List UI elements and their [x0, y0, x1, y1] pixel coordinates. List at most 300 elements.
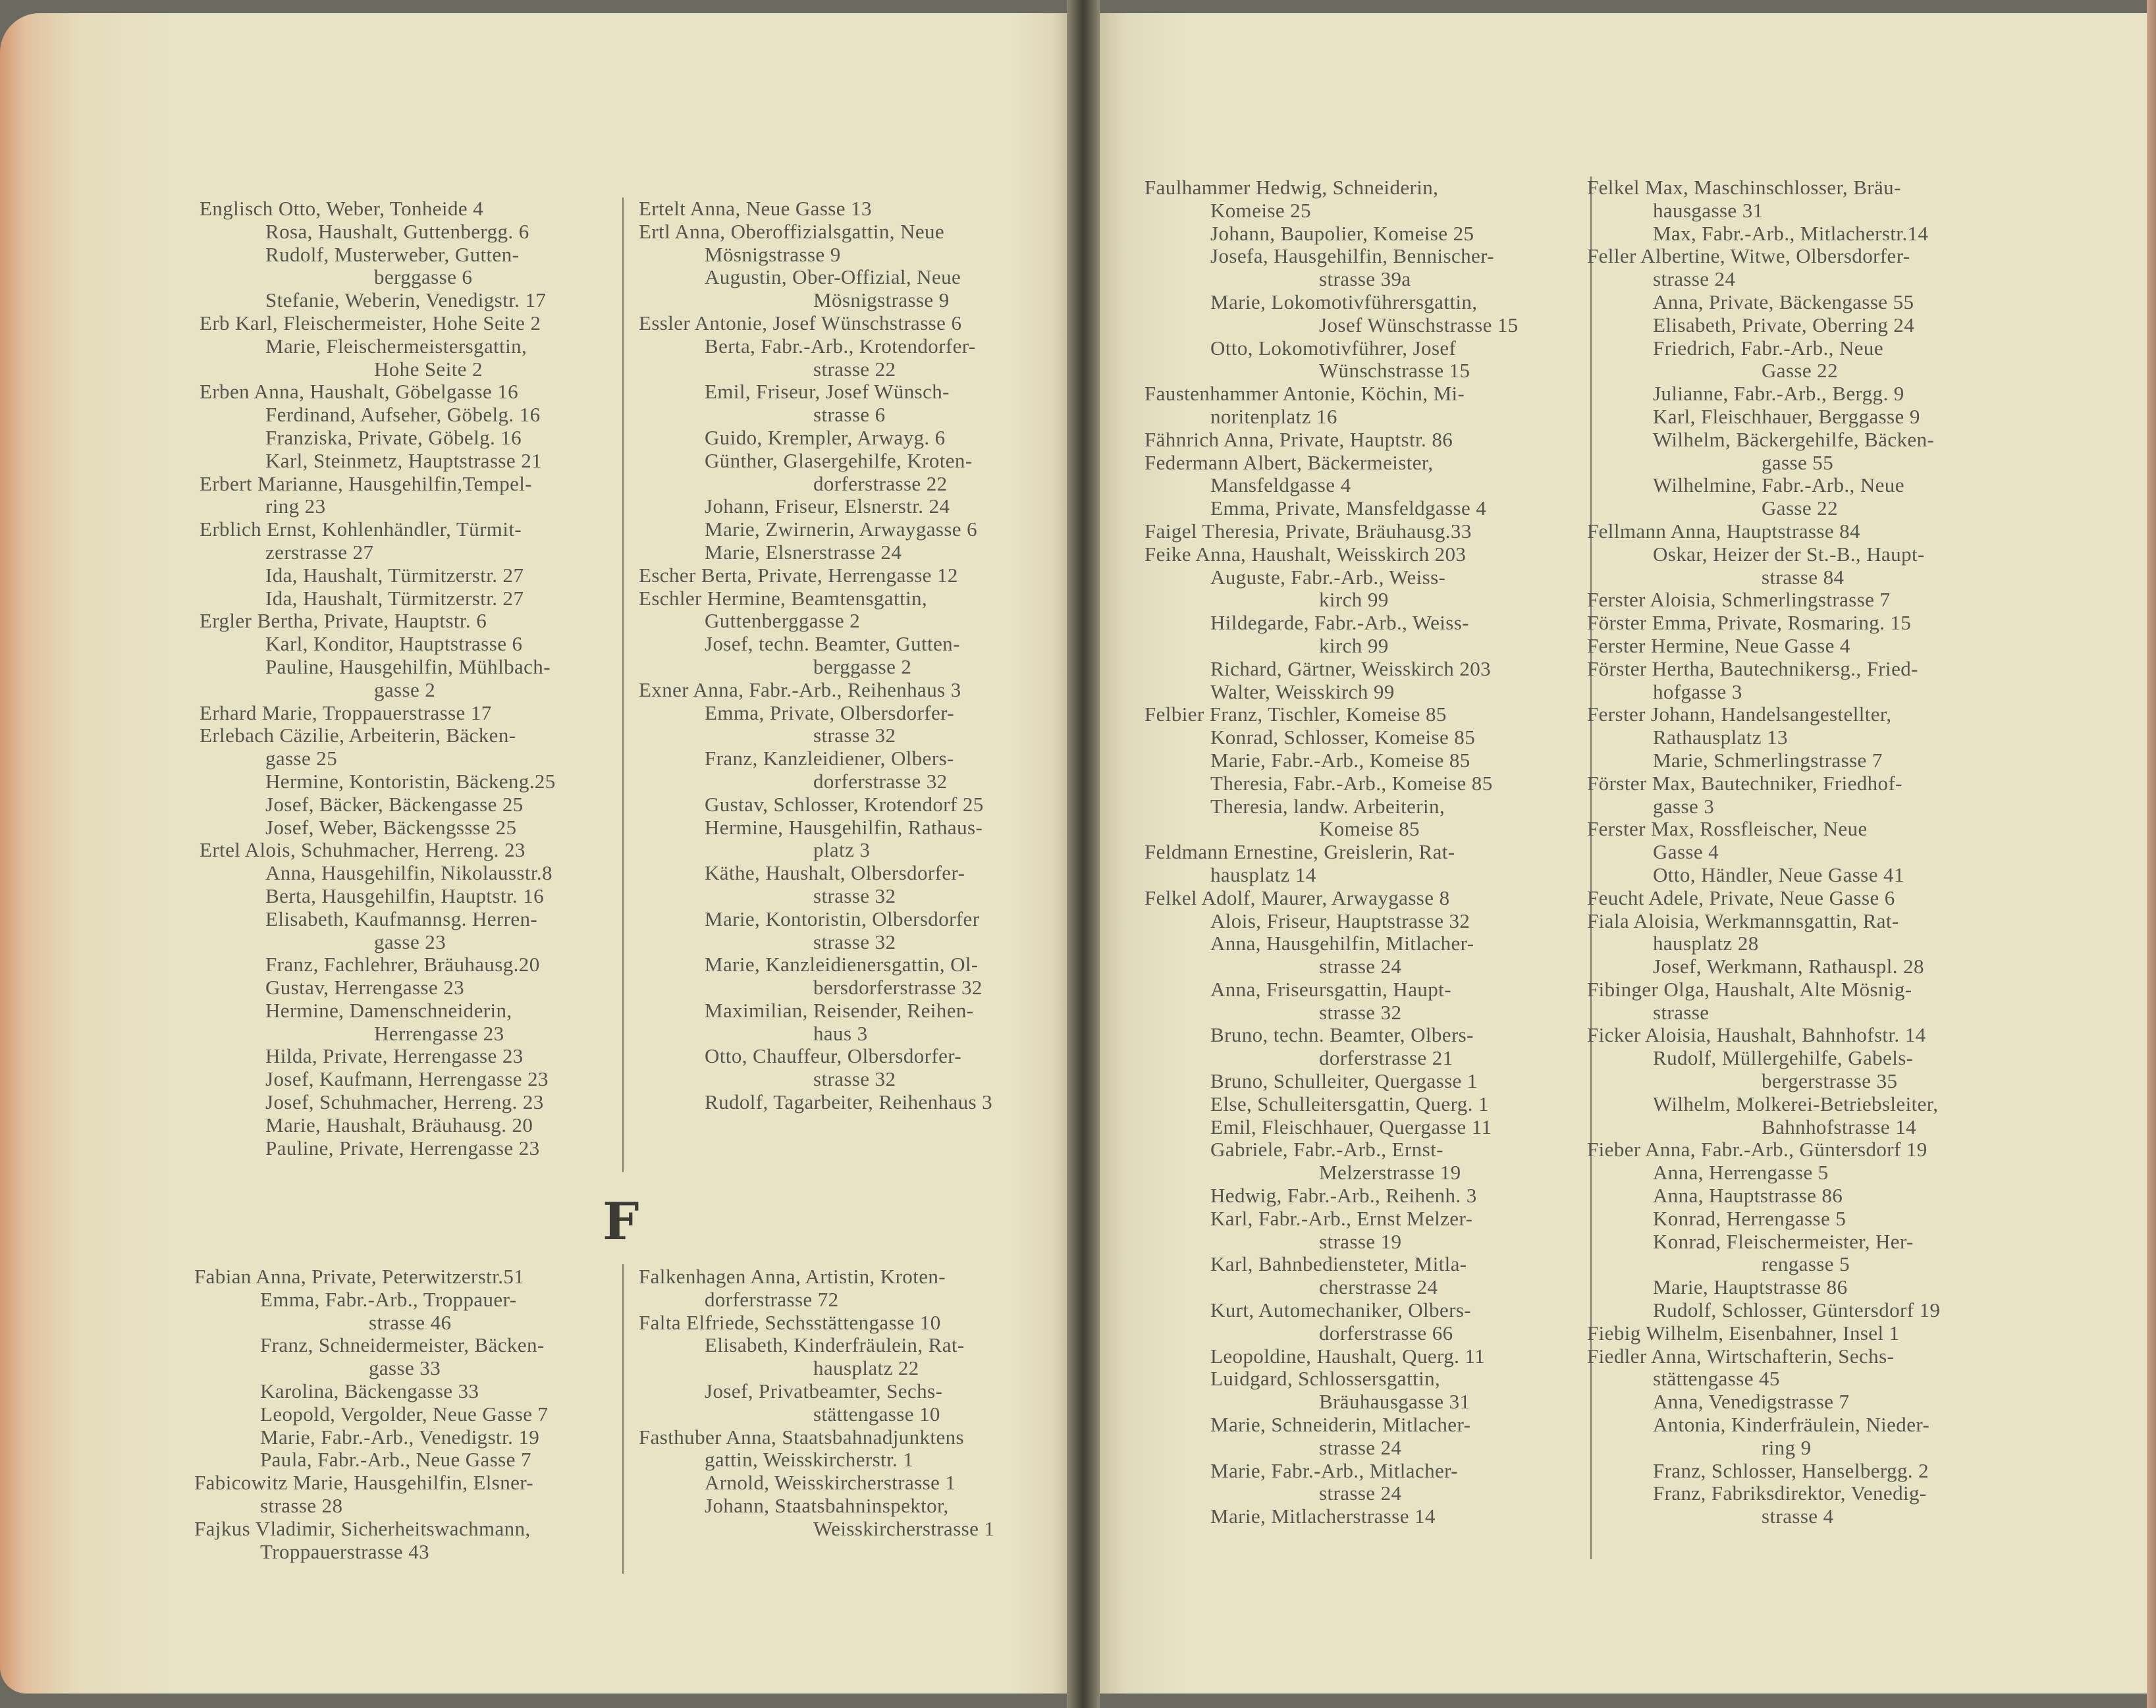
- entry-line: Fähnrich Anna, Private, Hauptstr. 86: [1145, 427, 1453, 451]
- entry-continuation: strasse 28: [260, 1493, 343, 1517]
- column-1: [200, 198, 614, 1160]
- entry-line: Oskar, Heizer der St.-B., Haupt-: [1653, 542, 1925, 566]
- entry-continuation: Mösnigstrasse 9: [813, 288, 950, 312]
- entry-line: Else, Schulleitersgattin, Querg. 1: [1210, 1092, 1489, 1115]
- directory-entry: [1587, 612, 2015, 635]
- entry-continuation: strasse 6: [813, 403, 886, 427]
- directory-sub-entry: [1145, 1093, 1579, 1116]
- directory-entry: [1587, 176, 2015, 223]
- entry-line: Josef, Werkmann, Rathauspl. 28: [1653, 955, 1924, 978]
- entry-continuation: haus 3: [813, 1021, 868, 1045]
- entry-continuation: Troppauerstrasse 43: [260, 1539, 430, 1563]
- entry-line: Ergler Bertha, Private, Hauptstr. 6: [200, 609, 487, 633]
- directory-sub-entry: [200, 221, 614, 244]
- directory-sub-entry: [1145, 291, 1579, 337]
- entry-line: Marie, Fabr.-Arb., Komeise 85: [1210, 748, 1470, 772]
- entry-line: Emma, Private, Mansfeldgasse 4: [1210, 496, 1487, 520]
- entry-line: Bruno, Schulleiter, Quergasse 1: [1210, 1069, 1478, 1093]
- entry-continuation: gasse 33: [369, 1356, 441, 1380]
- entry-line: Hildegarde, Fabr.-Arb., Weiss-: [1210, 611, 1469, 635]
- entry-continuation: strasse 4: [1762, 1505, 1834, 1528]
- directory-sub-entry: [639, 747, 1060, 793]
- entry-line: Eschler Hermine, Beamtensgattin,: [639, 586, 928, 610]
- entry-continuation: dorferstrasse 21: [1319, 1046, 1453, 1070]
- entry-continuation: strasse 22: [813, 357, 896, 381]
- entry-line: Exner Anna, Fabr.-Arb., Reihenhaus 3: [639, 678, 961, 701]
- entry-line: Fasthuber Anna, Staatsbahnadjunktens: [639, 1425, 964, 1449]
- directory-sub-entry: [639, 908, 1060, 954]
- directory-sub-entry: [1587, 314, 2015, 337]
- entry-continuation: strasse: [1653, 1000, 1710, 1024]
- directory-sub-entry: [1145, 1299, 1579, 1345]
- directory-sub-entry: [200, 908, 614, 954]
- directory-sub-entry: [1145, 772, 1579, 795]
- section-letter: F: [603, 1192, 639, 1252]
- entry-line: Marie, Fleischermeistersgattin,: [265, 334, 527, 358]
- directory-sub-entry: [639, 862, 1060, 908]
- directory-sub-entry: [1145, 566, 1579, 612]
- entry-line: Bruno, techn. Beamter, Olbers-: [1210, 1023, 1474, 1047]
- entry-line: Fiala Aloisia, Werkmannsgattin, Rat-: [1587, 909, 1899, 932]
- entry-continuation: Herrengasse 23: [374, 1021, 504, 1045]
- entry-line: Emil, Friseur, Josef Wünsch-: [705, 380, 950, 404]
- directory-sub-entry: [200, 1000, 614, 1046]
- entry-line: Erben Anna, Haushalt, Göbelgasse 16: [200, 380, 519, 404]
- directory-entry: [1145, 176, 1579, 223]
- entry-continuation: strasse 32: [813, 1067, 896, 1091]
- entry-line: Gustav, Schlosser, Krotendorf 25: [705, 792, 984, 816]
- entry-continuation: strasse 39a: [1319, 267, 1411, 291]
- entry-line: Stefanie, Weberin, Venedigstr. 17: [265, 288, 547, 312]
- entry-continuation: Gasse 22: [1762, 496, 1838, 520]
- directory-sub-entry: [1587, 223, 2015, 246]
- entry-line: Auguste, Fabr.-Arb., Weiss-: [1210, 565, 1446, 589]
- entry-line: Fabian Anna, Private, Peterwitzerstr.51: [194, 1265, 525, 1288]
- entry-continuation: Melzerstrasse 19: [1319, 1161, 1461, 1185]
- entry-line: Felbier Franz, Tischler, Komeise 85: [1145, 703, 1447, 726]
- entry-line: Anna, Hauptstrasse 86: [1653, 1184, 1843, 1208]
- entry-continuation: gasse 25: [265, 747, 338, 770]
- directory-entry: [1587, 1024, 2015, 1047]
- entry-line: Konrad, Fleischermeister, Her-: [1653, 1229, 1914, 1253]
- entry-continuation: kirch 99: [1319, 633, 1389, 657]
- entry-line: Ida, Haushalt, Türmitzerstr. 27: [265, 586, 524, 610]
- directory-sub-entry: [639, 381, 1060, 427]
- directory-sub-entry: [639, 495, 1060, 518]
- directory-entry: [200, 610, 614, 633]
- entry-continuation: berggasse 6: [374, 265, 473, 289]
- entry-line: Anna, Hausgehilfin, Mitlacher-: [1210, 932, 1474, 955]
- directory-entry: [1145, 543, 1579, 566]
- directory-sub-entry: [200, 976, 614, 1000]
- entry-line: Federmann Albert, Bäckermeister,: [1145, 450, 1434, 474]
- directory-entry: [200, 702, 614, 725]
- entry-line: Ertl Anna, Oberoffizialsgattin, Neue: [639, 219, 945, 243]
- directory-sub-entry: [639, 518, 1060, 541]
- entry-line: Josef, Privatbeamter, Sechs-: [705, 1379, 943, 1402]
- directory-sub-entry: [639, 266, 1060, 312]
- entry-line: Wilhelm, Molkerei-Betriebsleiter,: [1653, 1092, 1939, 1115]
- entry-line: Josef, techn. Beamter, Gutten-: [705, 632, 960, 656]
- entry-line: Josef, Bäcker, Bäckengasse 25: [265, 792, 524, 816]
- entry-continuation: strasse 32: [813, 930, 896, 953]
- entry-line: Emma, Private, Olbersdorfer-: [705, 701, 955, 724]
- directory-entry: [194, 1518, 616, 1564]
- directory-sub-entry: [200, 289, 614, 312]
- entry-continuation: kirch 99: [1319, 588, 1389, 612]
- entry-line: Ferster Johann, Handelsangestellter,: [1587, 703, 1892, 726]
- directory-sub-entry: [639, 633, 1060, 679]
- entry-line: Rudolf, Schlosser, Güntersdorf 19: [1653, 1298, 1941, 1322]
- entry-line: Fabicowitz Marie, Hausgehilfin, Elsner-: [194, 1471, 534, 1495]
- entry-continuation: berggasse 2: [813, 654, 912, 678]
- entry-line: Ertelt Anna, Neue Gasse 13: [639, 197, 872, 220]
- entry-continuation: strasse 24: [1319, 955, 1402, 978]
- entry-continuation: Hohe Seite 2: [374, 357, 483, 381]
- entry-line: Johann, Baupolier, Komeise 25: [1210, 221, 1474, 245]
- directory-sub-entry: [1145, 1460, 1579, 1506]
- entry-line: Karl, Konditor, Hauptstrasse 6: [265, 632, 523, 656]
- entry-continuation: bersdorferstrasse 32: [813, 976, 983, 1000]
- directory-sub-entry: [639, 702, 1060, 748]
- entry-line: Josef, Weber, Bäckengssse 25: [265, 815, 517, 839]
- entry-line: Ida, Haushalt, Türmitzerstr. 27: [265, 563, 524, 587]
- directory-sub-entry: [200, 885, 614, 908]
- directory-sub-entry: [1587, 291, 2015, 314]
- directory-sub-entry: [639, 1472, 1060, 1495]
- column-3: [1145, 176, 1579, 1528]
- entry-line: Feller Albertine, Witwe, Olbersdorfer-: [1587, 244, 1910, 268]
- directory-sub-entry: [200, 335, 614, 381]
- entry-line: Marie, Fabr.-Arb., Mitlacher-: [1210, 1458, 1458, 1482]
- entry-continuation: gattin, Weisskircherstr. 1: [705, 1448, 914, 1472]
- directory-sub-entry: [1145, 978, 1579, 1025]
- column-4: [1587, 176, 2015, 1528]
- directory-entry: [1145, 887, 1579, 910]
- directory-entry: [200, 518, 614, 564]
- entry-line: Hilda, Private, Herrengasse 23: [265, 1044, 524, 1068]
- directory-sub-entry: [200, 1045, 614, 1068]
- entry-line: Marie, Mitlacherstrasse 14: [1210, 1505, 1436, 1528]
- entry-line: Ferster Hermine, Neue Gasse 4: [1587, 633, 1850, 657]
- entry-line: Anna, Private, Bäckengasse 55: [1653, 290, 1914, 313]
- directory-sub-entry: [200, 816, 614, 840]
- entry-line: Hermine, Kontoristin, Bäckeng.25: [265, 769, 556, 793]
- entry-continuation: Bahnhofstrasse 14: [1762, 1115, 1916, 1138]
- entry-line: Anna, Friseursgattin, Haupt-: [1210, 977, 1451, 1001]
- directory-entry: [1587, 978, 2015, 1025]
- entry-line: Berta, Hausgehilfin, Hauptstr. 16: [265, 884, 545, 907]
- entry-line: Konrad, Schlosser, Komeise 85: [1210, 726, 1476, 749]
- entry-continuation: Weisskircherstrasse 1: [813, 1516, 995, 1540]
- directory-sub-entry: [1587, 1161, 2015, 1185]
- directory-sub-entry: [1587, 543, 2015, 589]
- directory-sub-entry: [639, 1000, 1060, 1046]
- directory-sub-entry: [200, 953, 614, 976]
- entry-line: Josefa, Hausgehilfin, Bennischer-: [1210, 244, 1494, 268]
- entry-line: Theresia, Fabr.-Arb., Komeise 85: [1210, 771, 1493, 795]
- entry-line: Elisabeth, Private, Oberring 24: [1653, 313, 1915, 336]
- directory-sub-entry: [639, 1495, 1060, 1541]
- directory-sub-entry: [639, 1334, 1060, 1380]
- entry-line: Paula, Fabr.-Arb., Neue Gasse 7: [260, 1448, 531, 1472]
- entry-line: Anna, Venedigstrasse 7: [1653, 1390, 1850, 1414]
- entry-continuation: strasse 24: [1653, 267, 1736, 291]
- entry-line: Emma, Fabr.-Arb., Troppauer-: [260, 1287, 517, 1311]
- entry-line: Wilhelm, Bäckergehilfe, Bäcken-: [1653, 427, 1935, 451]
- directory-sub-entry: [1145, 337, 1579, 383]
- entry-line: Maximilian, Reisender, Reihen-: [705, 998, 974, 1022]
- directory-entry: [200, 724, 614, 770]
- entry-line: Ficker Aloisia, Haushalt, Bahnhofstr. 14: [1587, 1023, 1926, 1047]
- entry-line: Erbert Marianne, Hausgehilfin,Tempel-: [200, 471, 533, 495]
- entry-continuation: Gasse 22: [1762, 359, 1838, 383]
- entry-line: Elisabeth, Kaufmannsg. Herren-: [265, 907, 538, 930]
- directory-sub-entry: [639, 816, 1060, 863]
- entry-line: Marie, Kontoristin, Olbersdorfer: [705, 907, 980, 930]
- directory-sub-entry: [1587, 474, 2015, 520]
- directory-entry: [639, 1312, 1060, 1335]
- directory-sub-entry: [1145, 910, 1579, 933]
- directory-entry: [1145, 429, 1579, 452]
- directory-entry: [1145, 520, 1579, 543]
- entry-line: Ferster Aloisia, Schmerlingstrasse 7: [1587, 588, 1891, 612]
- directory-sub-entry: [200, 1091, 614, 1114]
- entry-continuation: Guttenberggasse 2: [705, 609, 861, 633]
- directory-sub-entry: [1145, 1414, 1579, 1460]
- column-1-f: [194, 1266, 616, 1563]
- entry-continuation: stättengasse 45: [1653, 1367, 1780, 1391]
- entry-line: Fajkus Vladimir, Sicherheitswachmann,: [194, 1516, 531, 1540]
- entry-continuation: hausplatz 22: [813, 1356, 919, 1380]
- directory-entry: [1587, 520, 2015, 543]
- entry-line: Marie, Schneiderin, Mitlacher-: [1210, 1413, 1471, 1437]
- directory-entry: [639, 679, 1060, 702]
- entry-line: Hedwig, Fabr.-Arb., Reihenh. 3: [1210, 1184, 1477, 1208]
- entry-continuation: gasse 23: [374, 930, 446, 953]
- entry-continuation: bergerstrasse 35: [1762, 1069, 1898, 1093]
- entry-line: Günther, Glasergehilfe, Kroten-: [705, 448, 973, 472]
- directory-sub-entry: [1145, 497, 1579, 520]
- entry-line: Franziska, Private, Göbelg. 16: [265, 425, 522, 449]
- column-rule: [622, 1264, 624, 1574]
- entry-line: Anna, Hausgehilfin, Nikolausstr.8: [265, 861, 552, 885]
- column-rule: [622, 198, 624, 1172]
- entry-continuation: Komeise 85: [1319, 817, 1420, 841]
- entry-line: Marie, Zwirnerin, Arwaygasse 6: [705, 518, 978, 541]
- entry-line: Walter, Weisskirch 99: [1210, 680, 1395, 703]
- directory-entry: [200, 473, 614, 519]
- entry-line: Karolina, Bäckengasse 33: [260, 1379, 479, 1402]
- entry-continuation: hausplatz 14: [1210, 863, 1316, 886]
- entry-continuation: Mansfeldgasse 4: [1210, 473, 1351, 497]
- directory-sub-entry: [1145, 726, 1579, 749]
- directory-sub-entry: [1587, 1299, 2015, 1322]
- entry-line: Antonia, Kinderfräulein, Nieder-: [1653, 1413, 1930, 1437]
- directory-entry: [1587, 887, 2015, 910]
- directory-sub-entry: [1145, 1208, 1579, 1254]
- entry-line: Arnold, Weisskircherstrasse 1: [705, 1471, 956, 1495]
- directory-sub-entry: [1587, 1093, 2015, 1139]
- entry-continuation: dorferstrasse 32: [813, 769, 948, 793]
- entry-line: Johann, Friseur, Elsnerstr. 24: [705, 494, 950, 518]
- directory-sub-entry: [1587, 1185, 2015, 1208]
- entry-line: Augustin, Ober-Offizial, Neue: [705, 265, 961, 289]
- entry-line: Konrad, Herrengasse 5: [1653, 1206, 1846, 1230]
- entry-continuation: Wünschstrasse 15: [1319, 359, 1470, 383]
- directory-entry: [1145, 383, 1579, 429]
- entry-line: Theresia, landw. Arbeiterin,: [1210, 794, 1445, 818]
- entry-line: Marie, Lokomotivführersgattin,: [1210, 290, 1478, 313]
- entry-line: Förster Hertha, Bautechnikersg., Fried-: [1587, 656, 1918, 680]
- entry-line: Rudolf, Müllergehilfe, Gabels-: [1653, 1046, 1914, 1070]
- entry-line: Franz, Schneidermeister, Bäcken-: [260, 1333, 545, 1357]
- entry-line: Marie, Kanzleidienersgattin, Ol-: [705, 953, 979, 976]
- directory-sub-entry: [1145, 932, 1579, 978]
- entry-continuation: dorferstrasse 66: [1319, 1321, 1453, 1345]
- directory-sub-entry: [194, 1380, 616, 1403]
- entry-continuation: Josef Wünschstrasse 15: [1319, 313, 1519, 336]
- directory-entry: [639, 1266, 1060, 1312]
- entry-line: Karl, Fleischhauer, Berggasse 9: [1653, 404, 1920, 428]
- entry-line: Erhard Marie, Troppauerstrasse 17: [200, 701, 492, 724]
- entry-line: Luidgard, Schlossersgattin,: [1210, 1367, 1441, 1391]
- directory-sub-entry: [1145, 658, 1579, 681]
- directory-entry: [639, 587, 1060, 633]
- directory-entry: [1587, 703, 2015, 749]
- entry-line: Otto, Chauffeur, Olbersdorfer-: [705, 1044, 962, 1068]
- entry-line: Essler Antonie, Josef Wünschstrasse 6: [639, 311, 962, 334]
- directory-sub-entry: [1587, 1482, 2015, 1528]
- entry-line: Falta Elfriede, Sechsstättengasse 10: [639, 1310, 941, 1334]
- directory-entry: [1587, 589, 2015, 612]
- directory-entry: [1145, 703, 1579, 726]
- entry-continuation: strasse 24: [1319, 1435, 1402, 1459]
- entry-continuation: strasse 24: [1319, 1481, 1402, 1505]
- entry-continuation: stättengasse 10: [813, 1402, 940, 1426]
- directory-entry: [200, 381, 614, 404]
- directory-sub-entry: [1145, 681, 1579, 704]
- entry-line: Falkenhagen Anna, Artistin, Kroten-: [639, 1265, 946, 1288]
- directory-sub-entry: [639, 541, 1060, 564]
- directory-sub-entry: [1587, 864, 2015, 887]
- entry-line: Elisabeth, Kinderfräulein, Rat-: [705, 1333, 965, 1357]
- directory-entry: [1587, 818, 2015, 864]
- entry-line: Förster Max, Bautechniker, Friedhof-: [1587, 771, 1902, 795]
- book-right-edge: [2147, 0, 2156, 1708]
- entry-line: Fieber Anna, Fabr.-Arb., Güntersdorf 19: [1587, 1138, 1927, 1161]
- entry-line: Franz, Schlosser, Hanselbergg. 2: [1653, 1458, 1929, 1482]
- directory-sub-entry: [1145, 1116, 1579, 1139]
- directory-sub-entry: [639, 793, 1060, 816]
- entry-line: Anna, Herrengasse 5: [1653, 1161, 1829, 1185]
- directory-sub-entry: [200, 244, 614, 290]
- entry-line: Franz, Fachlehrer, Bräuhausg.20: [265, 953, 540, 976]
- entry-line: Karl, Bahnbediensteter, Mitla-: [1210, 1252, 1467, 1276]
- entry-line: Pauline, Hausgehilfin, Mühlbach-: [265, 654, 551, 678]
- directory-sub-entry: [194, 1334, 616, 1380]
- directory-sub-entry: [639, 1380, 1060, 1426]
- entry-line: Wilhelmine, Fabr.-Arb., Neue: [1653, 473, 1904, 497]
- directory-sub-entry: [200, 633, 614, 656]
- entry-line: Erblich Ernst, Kohlenhändler, Türmit-: [200, 518, 522, 541]
- directory-sub-entry: [1587, 1047, 2015, 1093]
- entry-continuation: noritenplatz 16: [1210, 404, 1337, 428]
- entry-line: Marie, Haushalt, Bräuhausg. 20: [265, 1113, 533, 1136]
- entry-continuation: strasse 84: [1762, 565, 1845, 589]
- entry-line: Franz, Fabriksdirektor, Venedig-: [1653, 1481, 1927, 1505]
- directory-entry: [639, 312, 1060, 335]
- entry-line: Käthe, Haushalt, Olbersdorfer-: [705, 861, 965, 885]
- directory-sub-entry: [639, 1045, 1060, 1091]
- entry-line: Erb Karl, Fleischermeister, Hohe Seite 2: [200, 311, 541, 334]
- entry-line: Erlebach Cäzilie, Arbeiterin, Bäcken-: [200, 724, 516, 747]
- entry-line: Rosa, Haushalt, Guttenbergg. 6: [265, 219, 529, 243]
- directory-sub-entry: [200, 1114, 614, 1137]
- entry-continuation: hofgasse 3: [1653, 680, 1742, 703]
- entry-line: Englisch Otto, Weber, Tonheide 4: [200, 197, 484, 220]
- directory-entry: [1587, 910, 2015, 956]
- directory-entry: [1587, 635, 2015, 658]
- entry-continuation: platz 3: [813, 838, 871, 862]
- entry-continuation: hausgasse 31: [1653, 198, 1764, 222]
- directory-sub-entry: [200, 1068, 614, 1091]
- directory-sub-entry: [200, 564, 614, 587]
- entry-line: Otto, Lokomotivführer, Josef: [1210, 336, 1457, 360]
- entry-continuation: gasse 55: [1762, 450, 1834, 474]
- entry-line: Fiedler Anna, Wirtschafterin, Sechs-: [1587, 1344, 1895, 1368]
- entry-line: Fibinger Olga, Haushalt, Alte Mösnig-: [1587, 977, 1912, 1001]
- directory-sub-entry: [1587, 1460, 2015, 1483]
- directory-entry: [1587, 1345, 2015, 1391]
- directory-sub-entry: [1587, 383, 2015, 406]
- entry-line: Marie, Elsnerstrasse 24: [705, 540, 902, 564]
- entry-line: Ferdinand, Aufseher, Göbelg. 16: [265, 403, 541, 427]
- directory-sub-entry: [200, 793, 614, 816]
- directory-entry: [1587, 1322, 2015, 1345]
- entry-line: Hermine, Hausgehilfin, Rathaus-: [705, 815, 983, 839]
- entry-line: Marie, Fabr.-Arb., Venedigstr. 19: [260, 1425, 540, 1449]
- directory-sub-entry: [1145, 1368, 1579, 1414]
- entry-line: Franz, Kanzleidiener, Olbers-: [705, 747, 954, 770]
- directory-sub-entry: [1587, 1391, 2015, 1414]
- entry-line: Rudolf, Musterweber, Gutten-: [265, 242, 520, 266]
- entry-line: Gabriele, Fabr.-Arb., Ernst-: [1210, 1138, 1443, 1161]
- entry-line: Johann, Staatsbahninspektor,: [705, 1493, 949, 1517]
- directory-sub-entry: [1587, 429, 2015, 475]
- directory-sub-entry: [1587, 1414, 2015, 1460]
- entry-line: Fellmann Anna, Hauptstrasse 84: [1587, 519, 1860, 543]
- directory-sub-entry: [200, 862, 614, 885]
- directory-entry: [1145, 841, 1579, 887]
- column-2: [639, 198, 1060, 1114]
- directory-entry: [200, 312, 614, 335]
- entry-line: Julianne, Fabr.-Arb., Bergg. 9: [1653, 382, 1904, 406]
- directory-entry: [639, 1426, 1060, 1472]
- entry-continuation: Mösnigstrasse 9: [705, 242, 841, 266]
- entry-line: Faigel Theresia, Private, Bräuhausg.33: [1145, 519, 1472, 543]
- entry-continuation: strasse 32: [813, 884, 896, 907]
- book-gutter: [1067, 0, 1100, 1708]
- entry-line: Alois, Friseur, Hauptstrasse 32: [1210, 909, 1470, 932]
- entry-continuation: ring 23: [265, 494, 326, 518]
- directory-sub-entry: [639, 335, 1060, 381]
- entry-line: Hermine, Damenschneiderin,: [265, 998, 512, 1022]
- directory-sub-entry: [639, 450, 1060, 496]
- directory-sub-entry: [639, 953, 1060, 1000]
- entry-line: Berta, Fabr.-Arb., Krotendorfer-: [705, 334, 976, 358]
- directory-sub-entry: [200, 450, 614, 473]
